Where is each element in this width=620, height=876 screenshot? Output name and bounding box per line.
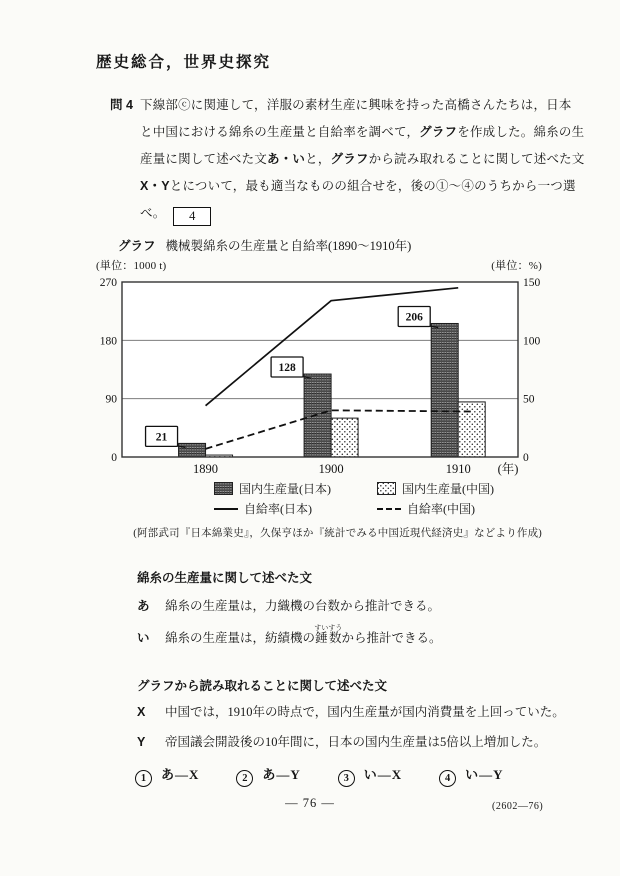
left-axis-tick-label: 270	[99, 278, 117, 289]
legend-label: 国内生産量(中国)	[402, 482, 494, 496]
question-lines	[140, 92, 585, 227]
statement-i	[137, 624, 442, 646]
chart-svg	[96, 278, 542, 478]
text-segment: べ。	[140, 206, 166, 220]
legend-label: 国内生産量(日本)	[239, 482, 331, 496]
footer-code: (2602—76)	[492, 801, 544, 812]
statement-a-text	[165, 599, 440, 613]
chart-heading-prefix: グラフ	[118, 239, 156, 253]
option-2	[236, 767, 300, 782]
x-axis-tick-label: 1910	[445, 462, 471, 476]
source-note: (阿部武司『日本綿業史』，久保亨ほか『統計でみる中国近現代経済史』などより作成)	[133, 528, 542, 539]
text-segment: グラフ	[419, 125, 458, 139]
options-row	[135, 764, 541, 787]
production-statements-heading: 綿糸の生産量に関して述べた文	[137, 571, 313, 585]
japan-bar-swatch-icon	[214, 482, 233, 495]
question-line	[140, 92, 585, 119]
option-3	[338, 767, 402, 782]
option-number-circle: 2	[236, 770, 253, 787]
left-axis-tick-label: 90	[105, 393, 117, 406]
callout-value: 206	[405, 311, 423, 324]
left-axis-tick-label: 0	[111, 452, 117, 464]
x-axis-unit-label: (年)	[497, 462, 519, 476]
japan-production-bar	[179, 443, 206, 457]
statement-x-text	[165, 705, 565, 719]
ruby-text: 錘数すいすう	[314, 624, 343, 645]
legend-item-china-production	[377, 481, 494, 496]
text-segment: あ・い	[267, 152, 306, 166]
statement-y-label: Y	[137, 735, 146, 749]
option-text: い―X	[363, 767, 403, 782]
axis-units-row	[96, 257, 542, 273]
chart-heading	[118, 236, 411, 254]
question-line	[140, 200, 585, 227]
china-production-bar	[331, 418, 358, 457]
option-number-circle: 3	[338, 770, 355, 787]
right-axis-tick-label: 0	[523, 452, 529, 464]
legend-label: 自給率(日本)	[244, 502, 312, 516]
callout-value: 128	[278, 362, 296, 375]
question-line	[140, 173, 585, 200]
china-bar-swatch-icon	[377, 482, 396, 495]
solid-line-swatch-icon	[214, 508, 238, 510]
japan-production-bar	[431, 323, 458, 457]
footer-page-number: — 76 —	[285, 796, 335, 810]
graph-statements-heading: グラフから読み取れることに関して述べた文	[137, 679, 388, 693]
x-axis-tick-label: 1900	[318, 462, 344, 476]
question-block	[110, 92, 585, 227]
answer-number-box: 4	[173, 207, 211, 226]
option-text: あ―X	[161, 767, 200, 782]
option-4	[439, 767, 503, 782]
text-segment: 下線部ⓒに関連して，洋服の素材生産に興味を持った高橋さんたちは，日本	[140, 98, 572, 112]
text-segment: 綿糸の生産量は，紡績機の	[165, 631, 316, 645]
legend-item-japan-production	[214, 481, 377, 496]
text-segment: 産量に関して述べた文	[140, 152, 268, 166]
text-segment: 中国では，1910年の時点で，国内生産量が国内消費量を上回っていた。	[165, 705, 565, 719]
chart-area	[96, 278, 542, 478]
text-segment: とについて，最も適当なものの組合せを，後の①～④のうちから一つ選	[169, 179, 576, 193]
option-text: い―Y	[465, 767, 504, 782]
text-segment: から推計できる。	[341, 631, 442, 645]
page-title: 歴史総合，世界史探究	[96, 54, 272, 71]
question-line	[140, 146, 585, 173]
text-segment: と中国における綿糸の生産量と自給率を調べて，	[140, 125, 420, 139]
left-axis-unit-label: (単位：1000 t)	[96, 260, 167, 272]
statement-y	[137, 732, 546, 750]
question-label: 問 4	[110, 98, 133, 112]
option-text: あ―Y	[262, 767, 301, 782]
text-segment: 帝国議会開設後の10年間に，日本の国内生産量は5倍以上増加した。	[165, 735, 547, 749]
dashed-line-swatch-icon	[377, 508, 401, 510]
legend-label: 自給率(中国)	[407, 502, 475, 516]
japan-production-bar	[304, 374, 331, 457]
option-1	[135, 767, 199, 782]
question-line	[140, 119, 585, 146]
right-axis-tick-label: 150	[523, 278, 541, 289]
text-segment: を作成した。綿糸の生	[457, 125, 585, 139]
statement-y-text	[165, 735, 546, 749]
callout-value: 21	[155, 431, 168, 444]
statement-x	[137, 702, 565, 720]
legend-item-china-rate	[377, 501, 494, 516]
option-number-circle: 1	[135, 770, 152, 787]
right-axis-tick-label: 100	[523, 335, 541, 348]
chart-heading-title: 機械製綿糸の生産量と自給率(1890～1910年)	[165, 239, 412, 253]
chart-legend	[214, 481, 494, 516]
option-number-circle: 4	[439, 770, 456, 787]
legend-item-japan-rate	[214, 501, 377, 516]
statement-a-label: あ	[137, 599, 150, 613]
statement-i-text	[165, 624, 442, 645]
text-segment: グラフ	[330, 152, 369, 166]
text-segment: から読み取れることに関して述べた文	[368, 152, 585, 166]
right-axis-unit-label: (単位：%)	[491, 260, 542, 272]
statement-i-label: い	[137, 631, 150, 645]
text-segment: と，	[305, 152, 331, 166]
right-axis-tick-label: 50	[523, 393, 535, 406]
china-production-bar	[458, 402, 485, 457]
x-axis-tick-label: 1890	[193, 462, 219, 476]
statement-a	[137, 596, 440, 614]
text-segment: 綿糸の生産量は，力織機の台数から推計できる。	[165, 599, 441, 613]
statement-x-label: X	[137, 705, 146, 719]
left-axis-tick-label: 180	[99, 335, 117, 348]
text-segment: X・Y	[140, 179, 170, 193]
